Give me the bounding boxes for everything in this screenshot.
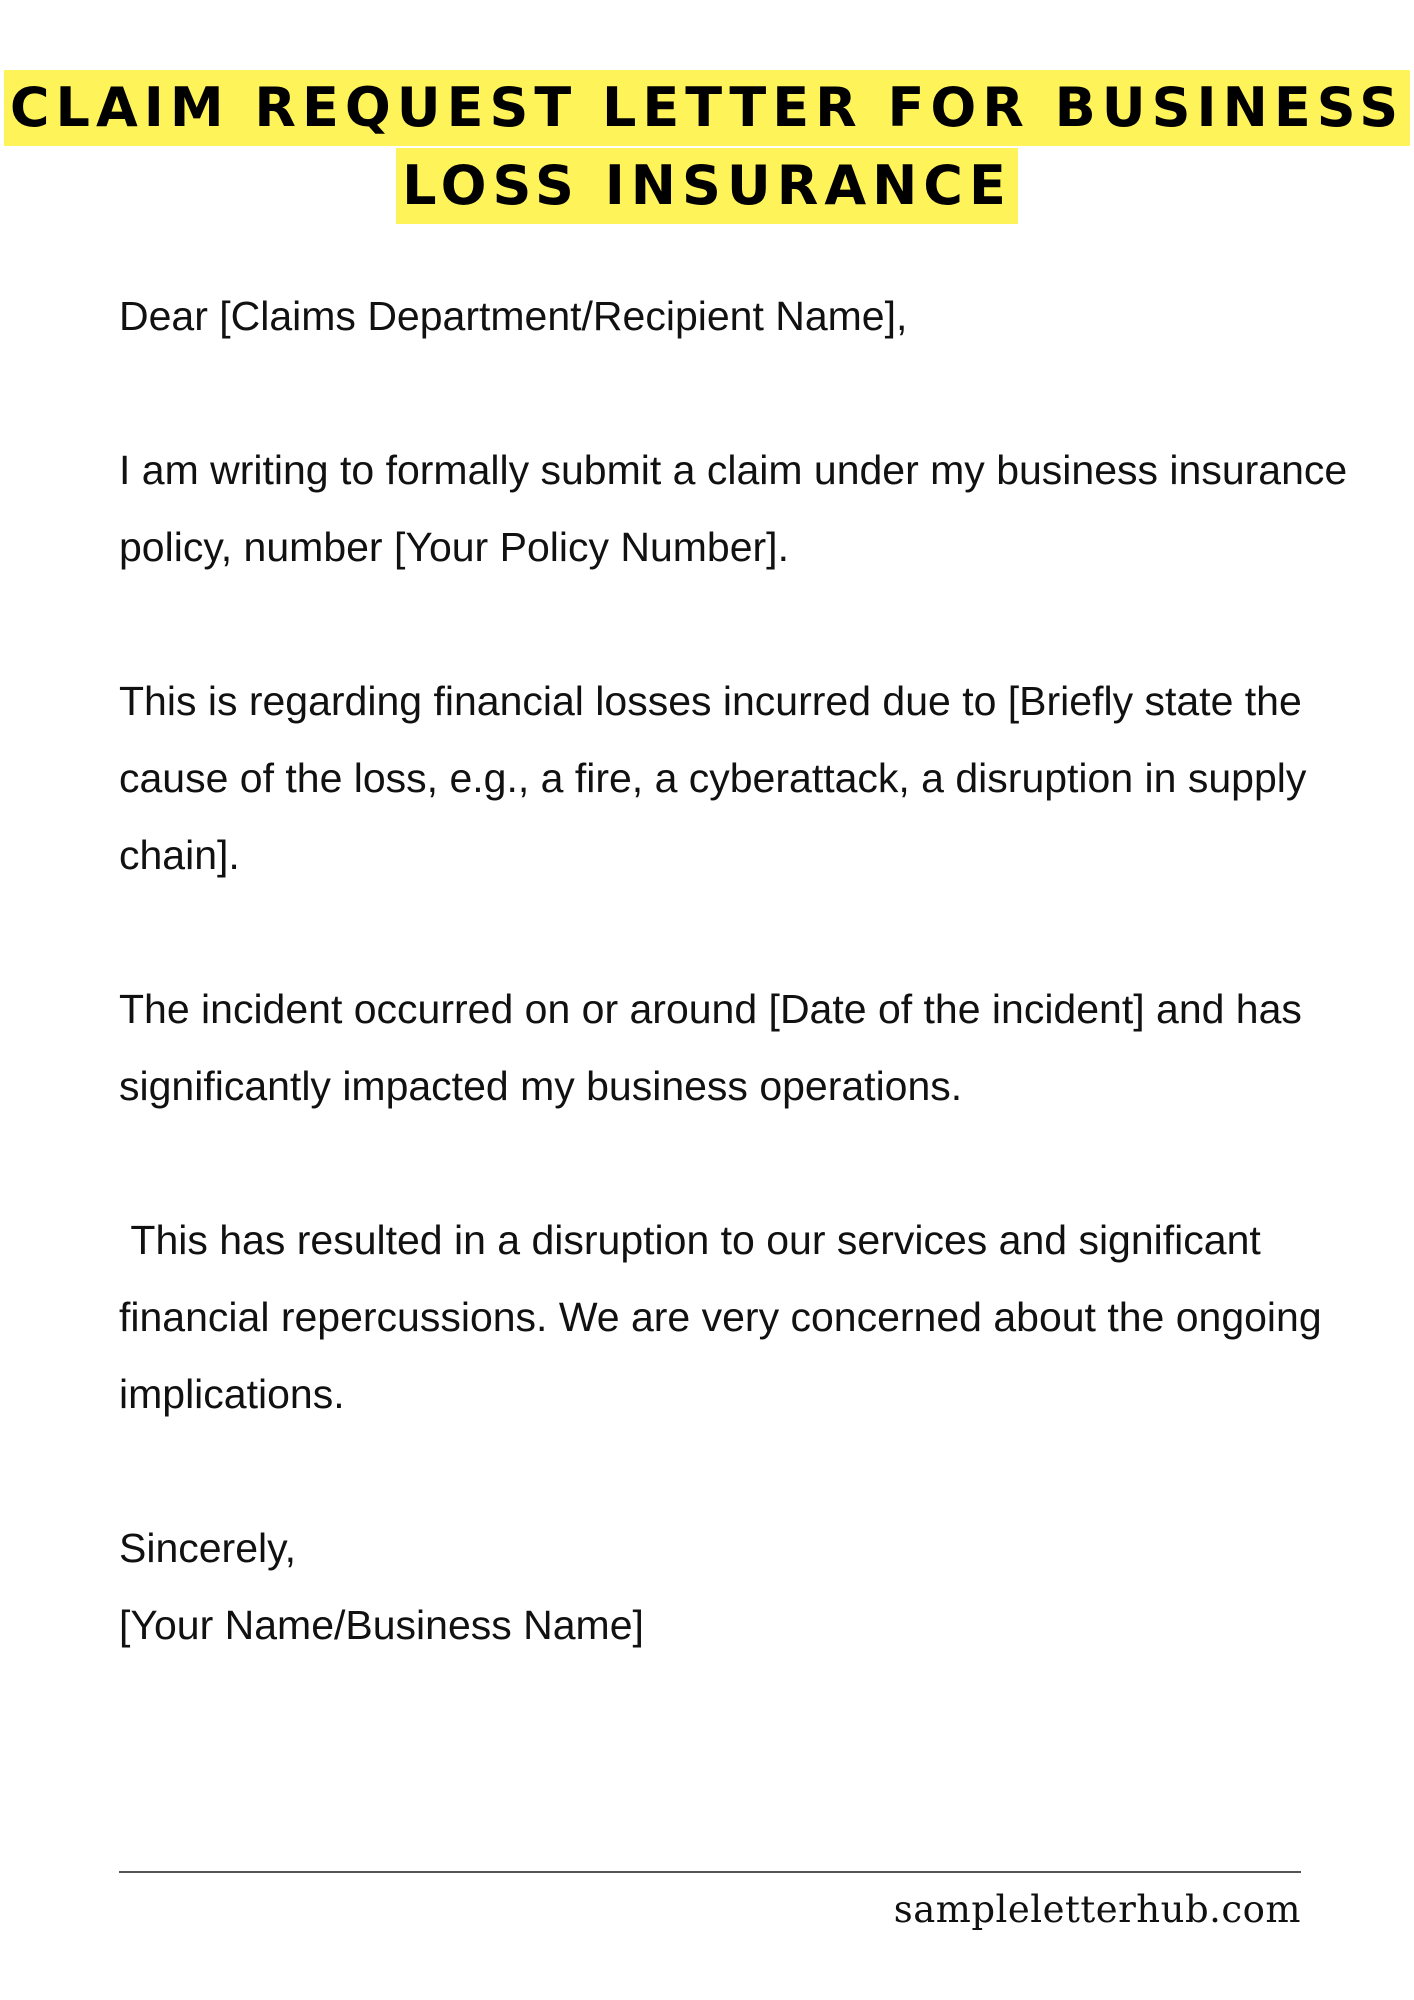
letter-title: [0, 70, 1414, 224]
paragraph-date: The incident occurred on or around [Date of the incident] and has significantly impacted my business operations.: [119, 986, 1314, 1109]
title-line-2: LOSS INSURANCE: [396, 148, 1018, 224]
paragraph-policy: I am writing to formally submit a claim under my business insurance policy, number [Your Policy Number].: [119, 447, 1359, 570]
letter-body: [119, 278, 1359, 1664]
closing: Sincerely,: [119, 1525, 296, 1571]
footer-divider: [119, 1871, 1301, 1873]
signature: [Your Name/Business Name]: [119, 1602, 644, 1648]
paragraph-cause: This is regarding financial losses incurred due to [Briefly state the cause of the loss, e.g., a fire, a cyberattack, a disruption in supply chain].: [119, 678, 1318, 878]
paragraph-impact: This has resulted in a disruption to our services and significant financial repercussions. We are very concerned about the ongoing implications.: [119, 1217, 1334, 1417]
footer-site: sampleletterhub.com: [893, 1888, 1301, 1931]
title-line-1: CLAIM REQUEST LETTER FOR BUSINESS: [4, 70, 1410, 146]
salutation: Dear [Claims Department/Recipient Name],: [119, 293, 908, 339]
